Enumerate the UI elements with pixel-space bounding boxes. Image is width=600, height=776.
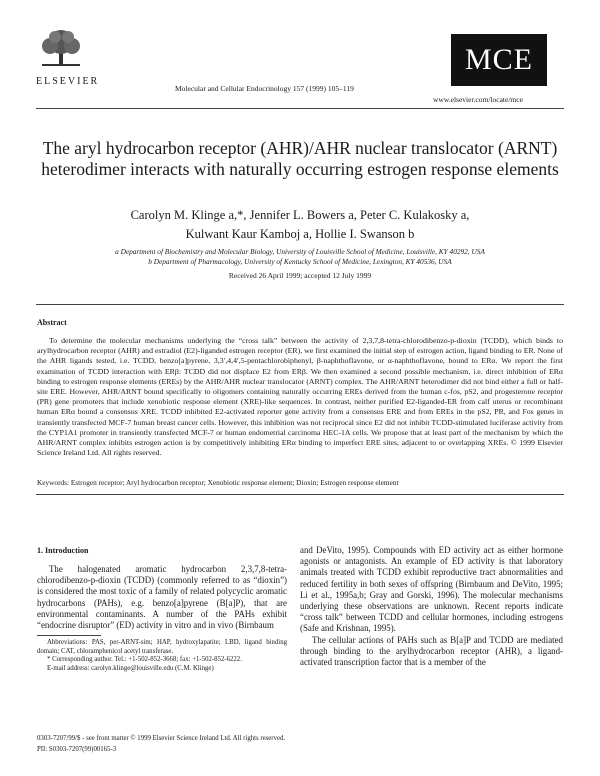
front-matter xyxy=(37,733,285,755)
section-heading-introduction: 1. Introduction xyxy=(37,546,89,555)
article-title: The aryl hydrocarbon receptor (AHR)/AHR nuclear translocator (ARNT) heterodimer interacts with naturally occurring estrogen response elements xyxy=(41,138,559,179)
journal-url[interactable]: www.elsevier.com/locate/mce xyxy=(433,95,523,104)
front-matter-pii: PII: S0303-7207(99)00165-3 xyxy=(37,746,117,753)
header-divider xyxy=(36,108,564,109)
intro-paragraph-left: The halogenated aromatic hydrocarbon 2,3,7,8-tetra-chlorodibenzo-p-dioxin (TCDD) (commonly referred to as “dioxin”) is considered the most toxic of a family of related polycyclic aromatic hydrocarbons (PAHs), e.g. benzo[a]pyrene (B[a]P), that are environmental contaminants. A number of the PAHs exhibit “endocrine disruptor” (ED) activity in vitro and in vivo (Birnbaum xyxy=(37,564,287,631)
abstract-text: To determine the molecular mechanisms underlying the “cross talk” between the activity of 2,3,7,8-tetra-chlorodibenzo-p-dioxin (TCDD), which binds to arylhydrocarbon receptor (AHR) and estradiol (E2)-liganded estrogen receptor (ER), we first examined the initial step of estrogen action, ligand binding to ER. None of the AHR ligands tested, i.e. TCDD, benzo[a]pyrene, 3,3′,4,4′,5-pentachlorobiphenyl, β-naphthoflavone, or α-naphthoflavone, bound to ERα. We report the first examination of TCDD interaction with ERβ: TCDD did not displace E2 from ERβ. We then examined a second possible mechanism, i.e. direct inhibition of ERα binding to estrogen response elements (EREs) by the AHR/AHR nuclear translocator (ARNT) complex. The AHR/ARNT heterodimer did not bind either a full or half-site ERE. However, AHR/ARNT bound specifically to oligomers containing naturally occurring EREs derived from the human c-fos, pS2, and progesterone receptor (PR) gene promoters that include xenobiotic response element (XRE)-like sequences. In contrast, neither purified E2-liganded-ER from calf uterus or recombinant human ERα bound a consensus XRE. TCDD inhibited E2-activated reporter gene activity from a consensus ERE and from EREs in the pS2, PR, and Fos genes in transiently transfected MCF-7 human breast cancer cells. However, this inhibition was not reciprocal since E2 did not inhibit TCDD-stimulated luciferase activity from the CYP1A1 promoter in transiently transfected MCF-7 or human endometrial carcinoma HEC-1A cells. We propose that at least part of the mechanism by which the AHR/ARNT complex inhibits estrogen action is by competitively inhibiting ERα binding to imperfect ERE sites, adjacent to or overlapping XREs. © 1999 Elsevier Science Ireland Ltd. All rights reserved. xyxy=(37,336,563,458)
elsevier-tree-logo-icon xyxy=(38,28,84,68)
footnote-email: E-mail address: carolyn.klinge@louisville.edu (C.M. Klinge) xyxy=(47,664,214,672)
abstract-bottom-divider xyxy=(36,494,564,495)
journal-badge: MCE xyxy=(451,34,547,86)
intro-column-right xyxy=(300,545,563,668)
intro-paragraph-right-2: The cellular actions of PAHs such as B[a]P and TCDD are mediated through binding to the arylhydrocarbon receptor (AHR), a ligand-activated transcription factor that is a member of the xyxy=(300,634,563,668)
authors-line-1: Carolyn M. Klinge a,*, Jennifer L. Bowers a, Peter C. Kulakosky a, xyxy=(130,208,470,222)
abstract-top-divider xyxy=(36,304,564,305)
footnote-abbreviations: Abbreviations: PAS, per-ARNT-sim; HAP, hydroxylapatite; LBD, ligand binding domain; CAT, chloramphenicol acetyl transferase. xyxy=(37,639,287,655)
publisher-name: ELSEVIER xyxy=(36,76,100,87)
footnote-divider xyxy=(37,635,101,636)
affiliation-b: b Department of Pharmacology, University of Kentucky School of Medicine, Lexington, KY 40536, USA xyxy=(148,257,452,266)
affiliation-a: a Department of Biochemistry and Molecular Biology, University of Louisville School of Medicine, Louisville, KY 40292, USA xyxy=(115,247,485,256)
journal-citation: Molecular and Cellular Endocrinology 157 (1999) 105–119 xyxy=(175,84,354,93)
received-dates: Received 26 April 1999; accepted 12 July 1999 xyxy=(228,271,372,280)
intro-paragraph-right-1: and DeVito, 1995). Compounds with ED activity act as either hormone agonists or antagonists. An example of ED activity is that laboratory animals treated with TCDD exhibit reproductive tract abnormalities and reduced fertility in both sexes of offspring (Birnbaum and DeVito, 1995; Li et al., 1995a,b; Gray and Gorski, 1996). The molecular mechanisms underlying these observations are unknown. Recent reports indicate “cross talk” between TCDD and cellular hormones, including estrogens (Safe and Krishnan, 1995). xyxy=(300,545,563,634)
keywords: Keywords: Estrogen receptor; Aryl hydrocarbon receptor; Xenobiotic response element; Dioxin; Estrogen response element xyxy=(37,478,399,487)
front-matter-copyright: 0303-7207/99/$ - see front matter © 1999 Elsevier Science Ireland Ltd. All rights reserved. xyxy=(37,735,286,742)
footnote-corresponding: * Corresponding author. Tel.: +1-502-852-3668; fax: +1-502-852-6222. xyxy=(47,656,242,664)
affiliations xyxy=(40,247,560,267)
author-list xyxy=(40,206,560,244)
footnotes xyxy=(37,639,287,673)
abstract-heading: Abstract xyxy=(37,318,67,327)
authors-line-2: Kulwant Kaur Kamboj a, Hollie I. Swanson b xyxy=(185,227,415,241)
